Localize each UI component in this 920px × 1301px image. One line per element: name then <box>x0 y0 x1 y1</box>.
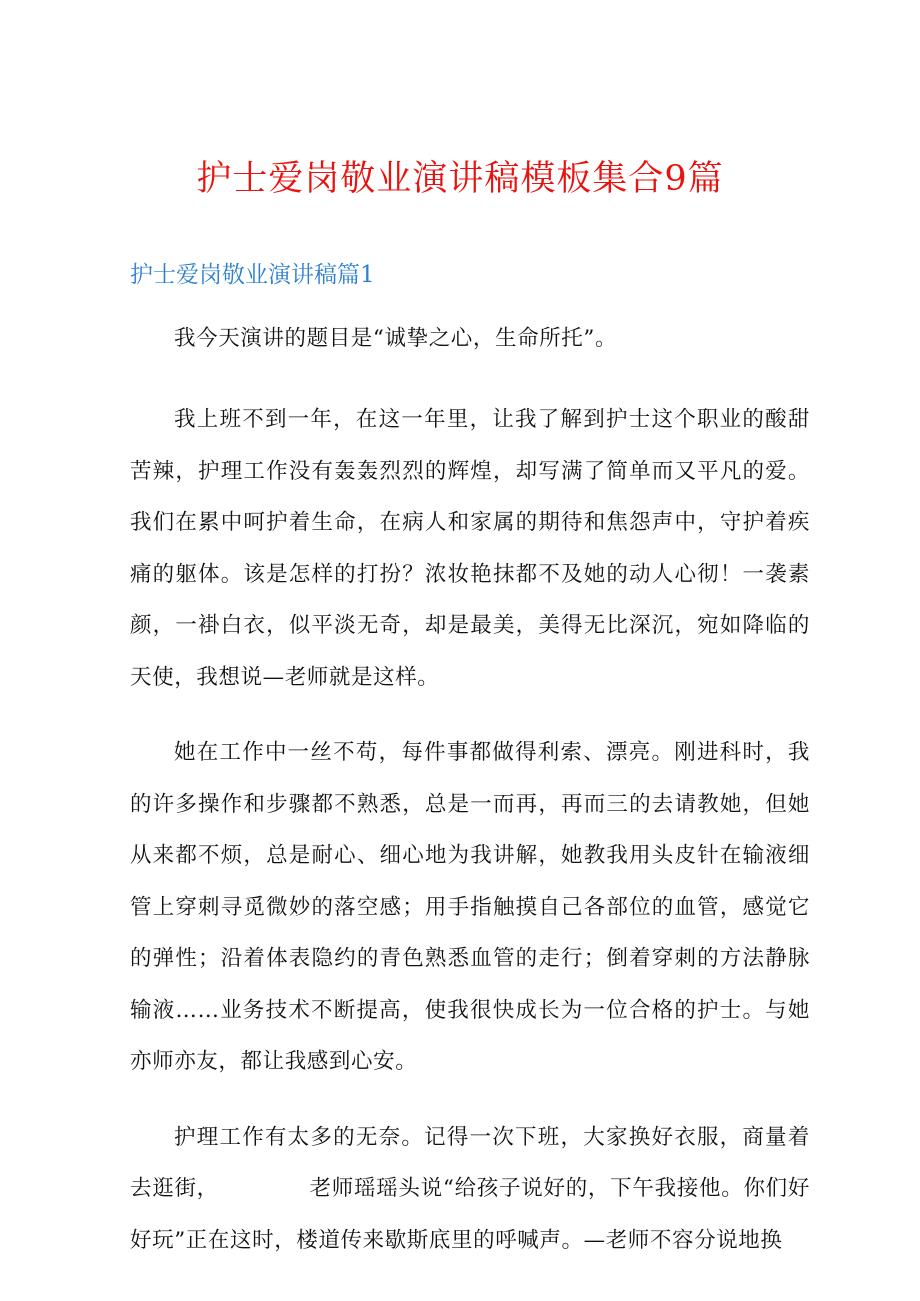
paragraph-1: 我今天演讲的题目是“诚挚之心，生命所托”。 <box>174 326 618 351</box>
document-title: 护士爱岗敬业演讲稿模板集合9篇 <box>196 159 724 199</box>
paragraph-4: 护理工作有太多的无奈。记得一次下班，大家换好衣服，商量着去逛街， 老师瑶瑶头说“给孩子说好的，下午我接他。你们好好玩”正在这时，楼道传来歇斯底里的呼喊声。—老师不容分说地换 <box>130 1124 810 1253</box>
document-body <box>130 322 810 1266</box>
paragraph-3: 她在工作中一丝不苟，每件事都做得利索、漂亮。刚进科时，我的许多操作和步骤都不熟悉，总是一而再，再而三的去请教她，但她从来都不烦，总是耐心、细心地为我讲解，她教我用头皮针在输液细管上穿刺寻觅微妙的落空感；用手指触摸自己各部位的血管，感觉它的弹性；沿着体表隐约的青色熟悉血管的走行；倒着穿刺的方法静脉输液……业务技术不断提高，使我很快成长为一位合格的护士。与她亦师亦友，都让我感到心安。 <box>130 740 810 1074</box>
paragraph-2: 我上班不到一年，在这一年里，让我了解到护士这个职业的酸甜苦辣，护理工作没有轰轰烈烈的辉煌，却写满了简单而又平凡的爱。我们在累中呵护着生命，在病人和家属的期待和焦怨声中，守护着疾痛的躯体。该是怎样的打扮？浓妆艳抹都不及她的动人心彻！一袭素颜，一褂白衣，似平淡无奇，却是最美，美得无比深沉，宛如降临的天使，我想说—老师就是这样。 <box>130 407 810 690</box>
section-heading: 护士爱岗敬业演讲稿篇1 <box>130 262 375 288</box>
